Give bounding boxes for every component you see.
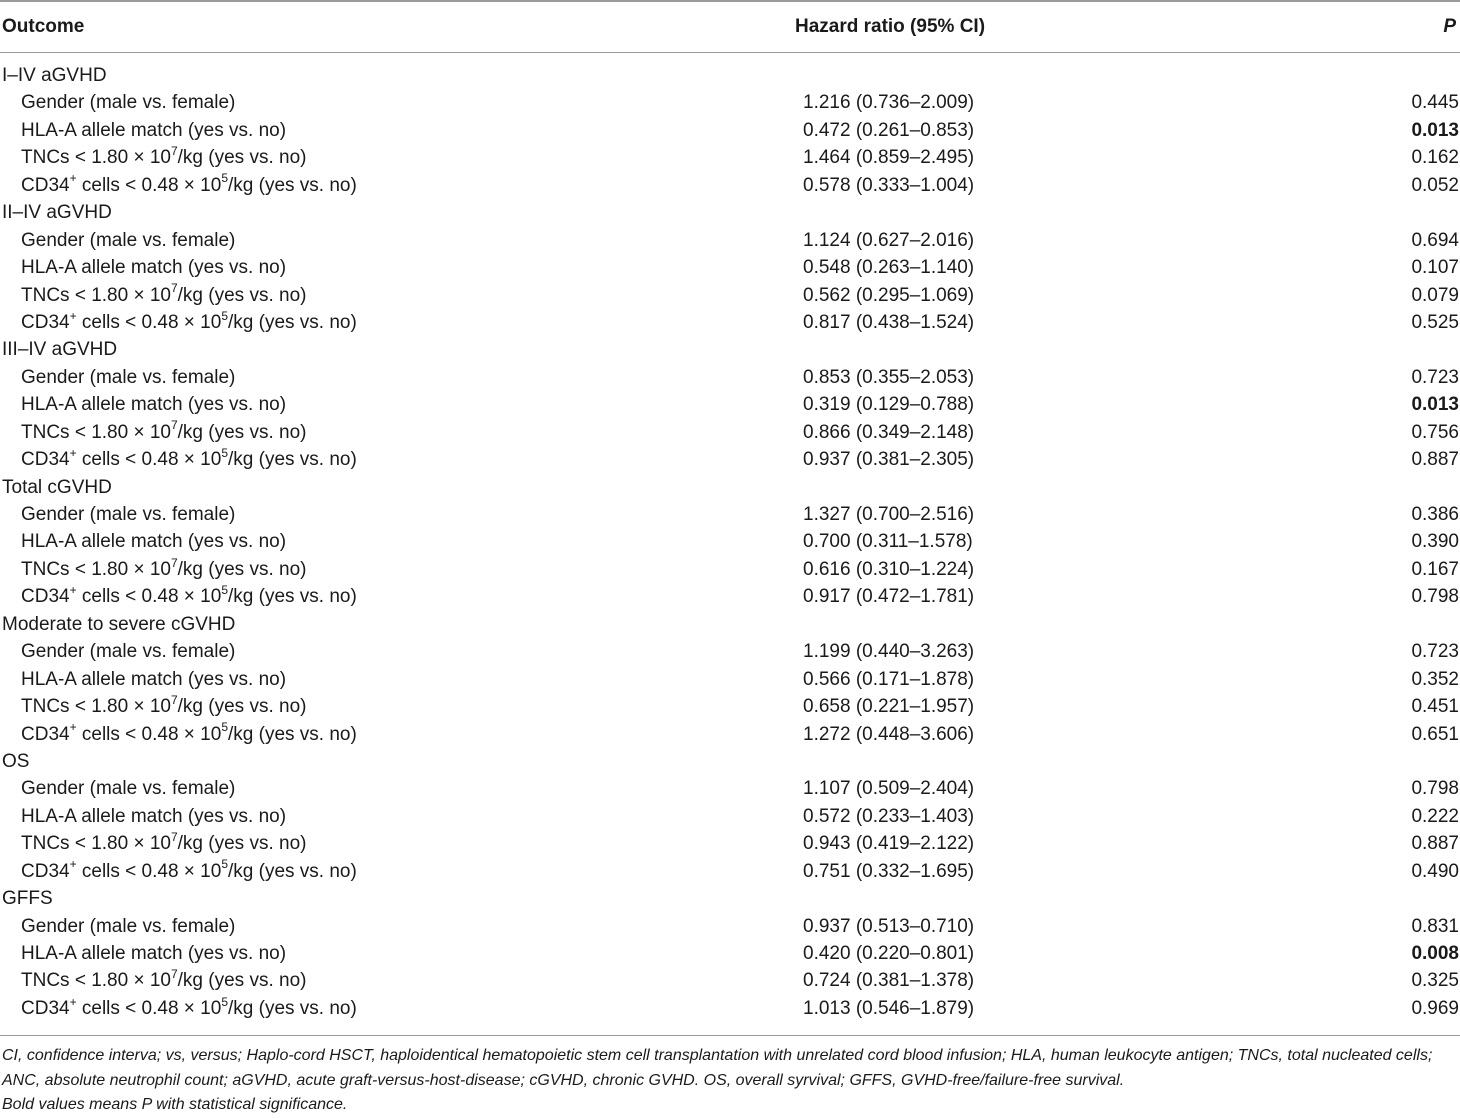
group-title: OS: [2, 750, 30, 772]
variable-label: [21, 583, 357, 610]
hazard-ratio-cell: 0.751 (0.332–1.695): [803, 860, 975, 882]
label-text: cells < 0.48 × 10: [76, 311, 222, 333]
p-value-cell: 0.390: [1411, 531, 1459, 553]
table-row: [0, 419, 1460, 446]
variable-label: [21, 995, 357, 1022]
p-value-cell: 0.325: [1411, 970, 1459, 992]
hazard-ratio-cell: 1.327 (0.700–2.516): [803, 504, 975, 525]
table-row: [0, 89, 1460, 116]
p-value-cell: 0.756: [1411, 421, 1459, 443]
table-row: [0, 364, 1460, 391]
hazard-ratio-cell: 0.548 (0.263–1.140): [803, 257, 975, 279]
label-text: /kg (yes vs. no): [228, 586, 357, 608]
label-text: HLA-A allele match (yes vs. no): [21, 805, 287, 827]
label-text: TNCs < 1.80 × 10: [21, 558, 171, 580]
label-text: /kg (yes vs. no): [228, 311, 357, 333]
label-text: TNCs < 1.80 × 10: [21, 696, 171, 718]
label-text: /kg (yes vs. no): [177, 421, 307, 443]
hazard-ratio-cell: 0.658 (0.221–1.957): [803, 696, 975, 718]
hazard-ratio-cell: 0.319 (0.129–0.788): [803, 394, 975, 416]
footnote-abbreviations: CI, confidence interva; vs, versus; Haplo-cord HSCT, haploidentical hematopoietic stem cell transplantation with unrelated cord blood infusion; HLA, human leukocyte antigen; TNCs, total nucleated cells; ANC, absolute neutrophil count; aGVHD, acute graft-versus-host-disease; cGVHD, chronic GVHD. OS, overall syrvival; GFFS, GVHD-free/failure-free survival.: [2, 1047, 1433, 1089]
label-text: HLA-A allele match (yes vs. no): [21, 531, 287, 553]
hazard-ratio-cell: 0.937 (0.381–2.305): [803, 449, 975, 471]
table-row: [0, 556, 1460, 583]
label-text: Gender (male vs. female): [21, 641, 236, 663]
label-text: HLA-A allele match (yes vs. no): [21, 943, 287, 964]
table-row: [0, 721, 1460, 748]
label-text: /kg (yes vs. no): [177, 558, 307, 580]
p-value-cell: 0.831: [1411, 915, 1459, 937]
variable-label: [21, 858, 357, 885]
variable-label: [21, 282, 306, 309]
variable-label: [21, 556, 306, 583]
label-superscript: +: [69, 582, 77, 597]
table-row: [0, 528, 1460, 555]
label-superscript: 5: [221, 308, 228, 323]
p-value-cell: 0.352: [1411, 668, 1459, 690]
table-row: [0, 446, 1460, 473]
variable-label: [21, 940, 286, 967]
table-row: [0, 282, 1460, 309]
variable-label: [21, 528, 286, 555]
label-text: /kg (yes vs. no): [177, 833, 307, 855]
group-title: Moderate to severe cGVHD: [2, 613, 236, 635]
hazard-ratio-cell: 0.917 (0.472–1.781): [803, 586, 975, 608]
p-value-cell: 0.651: [1411, 723, 1459, 745]
label-superscript: 7: [170, 281, 178, 296]
label-text: /kg (yes vs. no): [228, 174, 357, 196]
variable-label: [21, 227, 235, 254]
label-superscript: +: [69, 857, 77, 872]
variable-label: [21, 117, 286, 144]
hazard-ratio-cell: 0.472 (0.261–0.853): [803, 119, 975, 141]
group-header-row: [0, 336, 1460, 363]
p-value-cell: 0.723: [1411, 641, 1459, 663]
label-text: HLA-A allele match (yes vs. no): [21, 394, 287, 416]
group-title: GFFS: [2, 888, 53, 910]
label-text: HLA-A allele match (yes vs. no): [21, 119, 287, 141]
header-p-value: P: [1443, 16, 1456, 37]
group-header-row: [0, 474, 1460, 501]
table-footnote: [2, 1044, 1458, 1118]
table-row: [0, 803, 1460, 830]
p-value-cell: 0.052: [1411, 174, 1459, 196]
group-title: III–IV aGVHD: [2, 339, 118, 361]
label-superscript: 7: [170, 555, 178, 570]
label-text: CD34: [21, 174, 70, 196]
variable-label: [21, 803, 286, 830]
label-text: /kg (yes vs. no): [228, 860, 357, 882]
hazard-ratio-cell: 1.464 (0.859–2.495): [803, 147, 975, 169]
table-row: [0, 638, 1460, 665]
variable-label: [21, 693, 306, 720]
hazard-ratio-cell: 0.866 (0.349–2.148): [803, 421, 975, 443]
hazard-ratio-cell: 0.566 (0.171–1.878): [803, 668, 975, 690]
table-header: [0, 0, 1460, 52]
variable-label: [21, 89, 235, 116]
hazard-ratio-cell: 0.578 (0.333–1.004): [803, 174, 975, 196]
variable-label: [21, 775, 235, 802]
p-value-cell: 0.887: [1411, 833, 1459, 855]
label-text: CD34: [21, 723, 70, 745]
group-header-row: [0, 62, 1460, 89]
label-superscript: 5: [221, 445, 228, 460]
label-superscript: +: [69, 994, 77, 1009]
header-hazard-ratio: Hazard ratio (95% CI): [794, 16, 986, 37]
table-row: [0, 913, 1460, 940]
label-text: cells < 0.48 × 10: [76, 586, 222, 608]
variable-label: [21, 391, 286, 418]
p-value-cell: 0.887: [1411, 449, 1459, 471]
hazard-ratio-cell: 1.124 (0.627–2.016): [803, 229, 975, 251]
label-superscript: 5: [221, 582, 228, 597]
label-text: /kg (yes vs. no): [228, 997, 357, 1019]
label-text: cells < 0.48 × 10: [76, 449, 222, 471]
table-row: [0, 309, 1460, 336]
label-superscript: 7: [170, 692, 178, 707]
hazard-ratio-cell: 0.853 (0.355–2.053): [803, 366, 975, 388]
table-row: [0, 254, 1460, 281]
variable-label: [21, 967, 306, 994]
group-header-row: [0, 199, 1460, 226]
footnote-bold-note: Bold values means P with statistical significance.: [2, 1096, 348, 1113]
label-superscript: 7: [170, 967, 178, 982]
table-row: [0, 830, 1460, 857]
variable-label: [21, 254, 286, 281]
variable-label: [21, 913, 235, 940]
hazard-ratio-cell: 1.199 (0.440–3.263): [803, 641, 975, 663]
variable-label: [21, 309, 357, 336]
table-row: [0, 940, 1460, 967]
label-text: CD34: [21, 860, 70, 882]
label-text: CD34: [21, 586, 70, 608]
label-superscript: 5: [221, 857, 228, 872]
p-value-cell: 0.386: [1411, 504, 1459, 525]
p-value-cell: 0.445: [1411, 92, 1459, 114]
p-value-cell: 0.008: [1411, 943, 1459, 964]
variable-label: [21, 144, 306, 171]
label-text: Gender (male vs. female): [21, 915, 236, 937]
variable-label: [21, 830, 306, 857]
variable-label: [21, 419, 306, 446]
p-value-cell: 0.525: [1411, 311, 1459, 333]
group-header-row: [0, 611, 1460, 638]
hazard-ratio-cell: 0.616 (0.310–1.224): [803, 558, 975, 580]
label-text: /kg (yes vs. no): [177, 147, 307, 169]
table-row: [0, 995, 1460, 1022]
label-text: /kg (yes vs. no): [177, 696, 307, 718]
p-value-cell: 0.167: [1411, 558, 1459, 580]
p-value-cell: 0.013: [1411, 119, 1459, 141]
table-row: [0, 775, 1460, 802]
label-text: CD34: [21, 997, 70, 1019]
p-value-cell: 0.079: [1411, 284, 1459, 306]
p-value-cell: 0.490: [1411, 860, 1459, 882]
hazard-ratio-cell: 0.817 (0.438–1.524): [803, 311, 975, 333]
p-value-cell: 0.798: [1411, 778, 1459, 800]
label-text: /kg (yes vs. no): [177, 284, 307, 306]
hazard-ratio-cell: 0.724 (0.381–1.378): [803, 970, 975, 992]
label-text: Gender (male vs. female): [21, 778, 236, 800]
group-header-row: [0, 748, 1460, 775]
label-text: /kg (yes vs. no): [177, 970, 307, 992]
label-superscript: +: [69, 171, 77, 186]
label-text: TNCs < 1.80 × 10: [21, 421, 171, 443]
variable-label: [21, 172, 357, 199]
p-value-cell: 0.694: [1411, 229, 1459, 251]
p-value-cell: 0.222: [1411, 805, 1459, 827]
label-text: cells < 0.48 × 10: [76, 860, 222, 882]
hazard-ratio-cell: 0.572 (0.233–1.403): [803, 805, 975, 827]
table-row: [0, 144, 1460, 171]
group-header-row: [0, 885, 1460, 912]
table-body: [0, 62, 1460, 1022]
hazard-ratio-cell: 0.943 (0.419–2.122): [803, 833, 975, 855]
label-text: cells < 0.48 × 10: [76, 174, 222, 196]
label-text: CD34: [21, 449, 70, 471]
label-superscript: 7: [170, 418, 178, 433]
label-text: TNCs < 1.80 × 10: [21, 833, 171, 855]
table-row: [0, 227, 1460, 254]
p-value-cell: 0.798: [1411, 586, 1459, 608]
hazard-ratio-cell: 1.216 (0.736–2.009): [803, 92, 975, 114]
table-row: [0, 583, 1460, 610]
table-row: [0, 391, 1460, 418]
hazard-ratio-cell: 0.700 (0.311–1.578): [803, 531, 973, 553]
header-rule: [0, 52, 1460, 53]
p-value-cell: 0.451: [1411, 696, 1459, 718]
label-text: HLA-A allele match (yes vs. no): [21, 257, 287, 279]
table-row: [0, 693, 1460, 720]
variable-label: [21, 666, 286, 693]
label-text: /kg (yes vs. no): [228, 449, 357, 471]
hazard-ratio-cell: 0.562 (0.295–1.069): [803, 284, 975, 306]
p-value-cell: 0.107: [1411, 257, 1459, 279]
label-superscript: 5: [221, 994, 228, 1009]
p-value-cell: 0.969: [1411, 997, 1459, 1019]
p-value-cell: 0.162: [1411, 147, 1459, 169]
label-text: Gender (male vs. female): [21, 504, 236, 525]
variable-label: [21, 446, 357, 473]
table-row: [0, 172, 1460, 199]
variable-label: [21, 501, 235, 528]
label-text: HLA-A allele match (yes vs. no): [21, 668, 287, 690]
label-text: cells < 0.48 × 10: [76, 723, 222, 745]
table-row: [0, 117, 1460, 144]
label-text: Gender (male vs. female): [21, 366, 236, 388]
hazard-ratio-cell: 0.937 (0.513–0.710): [803, 915, 975, 937]
variable-label: [21, 721, 357, 748]
table-row: [0, 666, 1460, 693]
hazard-ratio-cell: 1.107 (0.509–2.404): [803, 778, 975, 800]
label-superscript: 7: [170, 829, 178, 844]
label-superscript: 7: [170, 143, 178, 158]
group-title: II–IV aGVHD: [2, 202, 112, 224]
p-value-cell: 0.013: [1411, 394, 1459, 416]
label-text: TNCs < 1.80 × 10: [21, 284, 171, 306]
label-text: Gender (male vs. female): [21, 229, 236, 251]
label-text: /kg (yes vs. no): [228, 723, 357, 745]
label-text: Gender (male vs. female): [21, 92, 236, 114]
variable-label: [21, 364, 235, 391]
label-text: TNCs < 1.80 × 10: [21, 970, 171, 992]
variable-label: [21, 638, 235, 665]
table-row: [0, 967, 1460, 994]
table-row: [0, 501, 1460, 528]
label-superscript: 5: [221, 720, 228, 735]
group-title: I–IV aGVHD: [2, 65, 107, 86]
table-bottom-rule: [0, 1035, 1460, 1036]
label-superscript: +: [69, 445, 77, 460]
header-outcome: Outcome: [2, 16, 85, 37]
label-text: CD34: [21, 311, 70, 333]
label-superscript: +: [69, 308, 77, 323]
group-title: Total cGVHD: [2, 476, 112, 498]
label-text: TNCs < 1.80 × 10: [21, 147, 171, 169]
label-text: cells < 0.48 × 10: [76, 997, 222, 1019]
label-superscript: +: [69, 720, 77, 735]
label-superscript: 5: [221, 171, 228, 186]
hazard-ratio-cell: 0.420 (0.220–0.801): [803, 943, 975, 964]
hazard-ratio-cell: 1.272 (0.448–3.606): [803, 723, 975, 745]
p-value-cell: 0.723: [1411, 366, 1459, 388]
table-row: [0, 858, 1460, 885]
hazard-ratio-cell: 1.013 (0.546–1.879): [803, 997, 975, 1019]
